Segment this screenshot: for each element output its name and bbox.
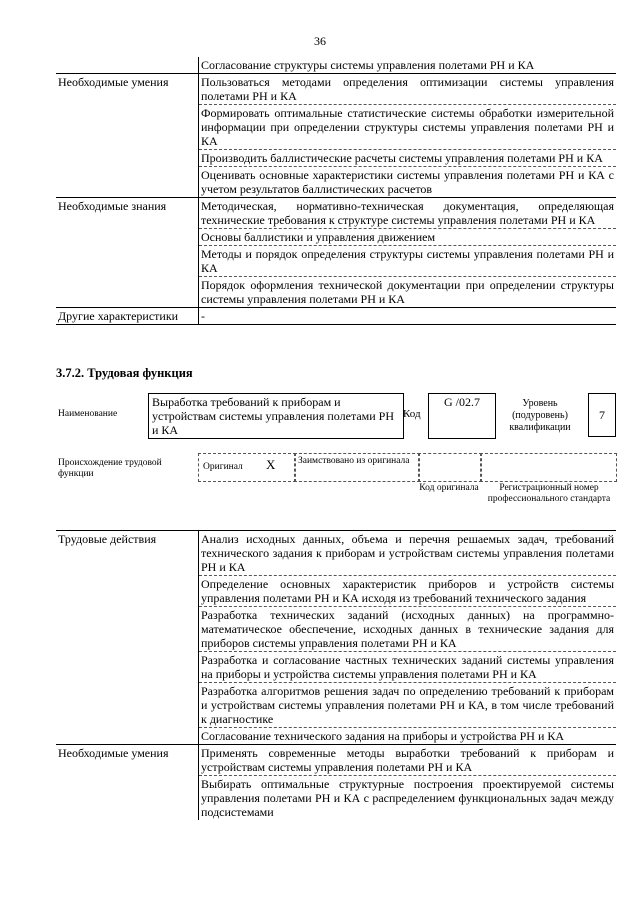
requirements-table-top [56,57,616,325]
original-mark: X [266,457,276,472]
continuation-row: Согласование структуры системы управления полетами РН и КА [201,58,535,72]
name-label: Наименование [58,409,118,419]
code-box [428,393,496,439]
requirements-table-bottom [56,530,616,820]
orig-code-cell [418,453,482,482]
action-item: Анализ исходных данных, объема и перечня решаемых задач, требований технического задания к приборам и устройствам системы управления полетами РН и КА [199,531,617,576]
level-label: Уровень (подуровень) квалификации [509,398,571,433]
actions-label: Трудовые действия [56,531,199,745]
action-item: Разработка алгоритмов решения задач по определению требований к приборам и устройствам системы управления полетами РН и КА, в том числе требований к диагностике [199,683,617,728]
page-number: 36 [314,34,326,48]
empty-label-cell [56,57,199,74]
original-label: Оригинал [203,462,243,472]
skill-item: Формировать оптимальные статистические системы обработки измерительной информации при определении структуры системы управления полетами РН и КА [199,105,617,150]
skill-item: Применять современные методы выработки требований к приборам и устройствам системы управления полетами РН и КА [199,745,617,776]
knowledge-item: Методы и порядок определения структуры системы управления полетами РН и КА [199,246,617,277]
skills-label: Необходимые умения [56,745,199,821]
action-item: Разработка и согласование частных технических заданий системы управления на приборы и устройства системы управления полетами РН и КА [199,652,617,683]
action-item: Определение основных характеристик приборов и устройств системы управления полетами РН и КА исходя из требований технического задания [199,576,617,607]
reg-number-caption: Регистрационный номер профессионального стандарта [487,483,611,504]
level-value: 7 [599,408,605,422]
code-value: G /02.7 [444,395,480,409]
reg-number-cell [480,453,617,482]
skill-item: Оценивать основные характеристики системы управления полетами РН и КА с учетом результатов баллистических расчетов [199,167,617,198]
function-name-box [148,393,404,439]
orig-code-caption: Код оригинала [419,483,479,493]
function-name-value: Выработка требований к приборам и устройствам системы управления полетами РН и КА [152,395,395,437]
knowledge-item: Методическая, нормативно-техническая документация, определяющая технические требования к структуре системы управления полетами РН и КА [199,198,617,229]
other-value: - [199,308,617,325]
skill-item: Выбирать оптимальные структурные построения проектируемой системы управления полетами РН и КА с распределением функциональных задач между подсистемами [199,776,617,821]
knowledge-label: Необходимые знания [56,198,199,308]
action-item: Разработка технических заданий (исходных данных) на программно-математическое обеспечение, исходных данных в технические задания для приборов системы управления полетами РН и КА [199,607,617,652]
section-heading: 3.7.2. Трудовая функция [56,366,193,380]
level-box [588,393,616,437]
knowledge-item: Порядок оформления технической документации при определении структуры системы управления полетами РН и КА [199,277,617,308]
skills-label: Необходимые умения [56,74,199,198]
borrowed-label: Заимствовано из оригинала [298,456,410,466]
skill-item: Производить баллистические расчеты системы управления полетами РН и КА [199,150,617,167]
knowledge-item: Основы баллистики и управления движением [199,229,617,246]
origin-label: Происхождение трудовой функции [58,458,162,479]
other-label: Другие характеристики [56,308,199,325]
skill-item: Пользоваться методами определения оптимизации системы управления полетами РН и КА [199,74,617,105]
code-label: Код [403,408,421,420]
action-item: Согласование технического задания на приборы и устройства РН и КА [199,728,617,745]
